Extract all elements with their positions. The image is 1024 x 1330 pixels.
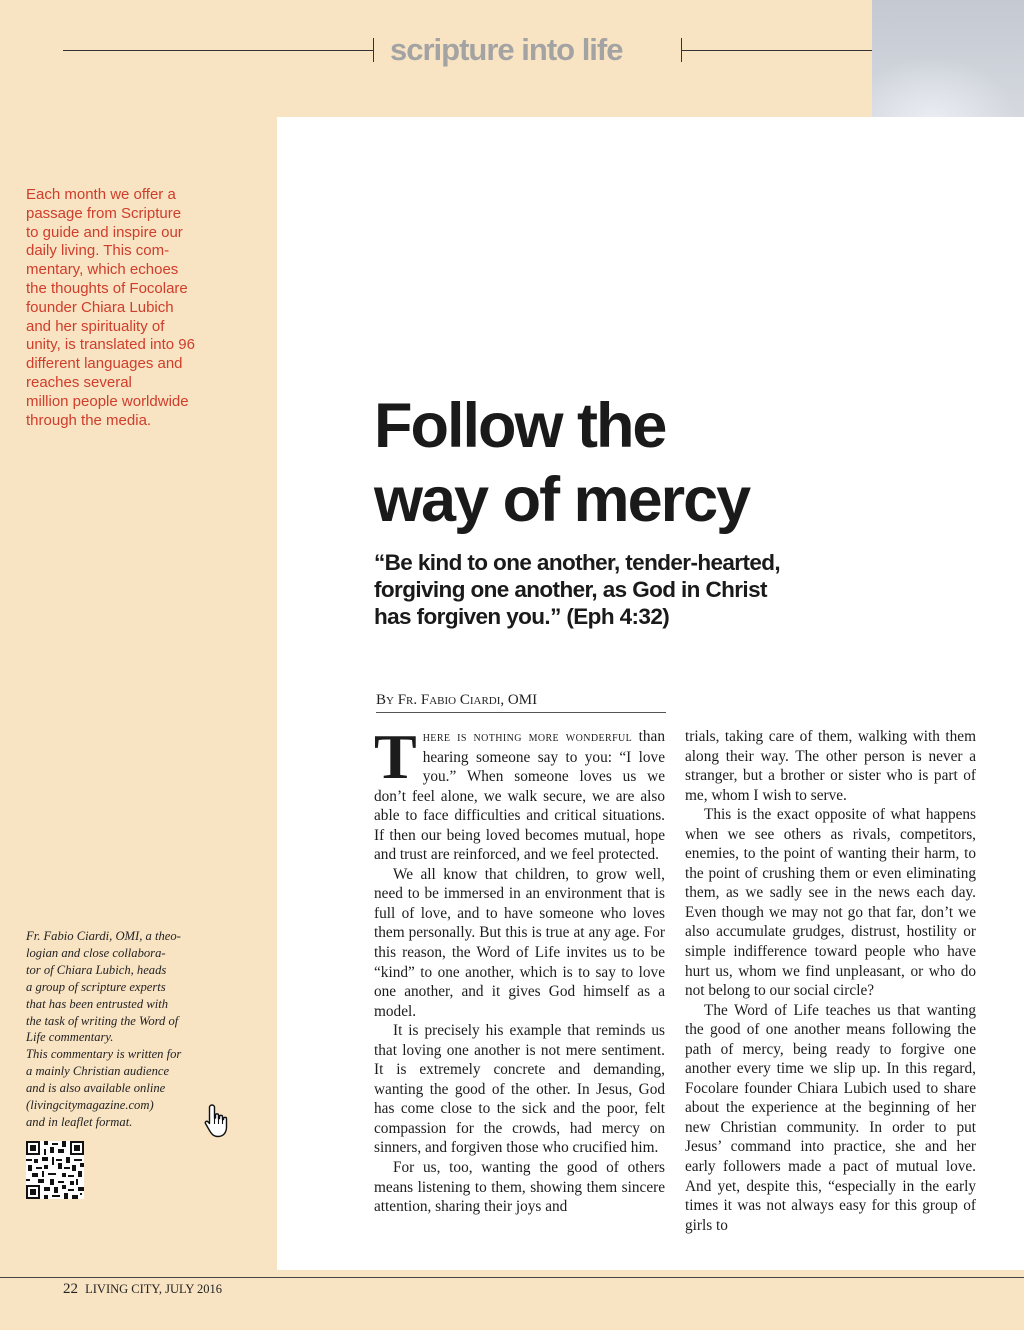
publication-info: LIVING CITY, JULY 2016 — [85, 1282, 223, 1296]
byline — [376, 692, 666, 713]
footer-rule — [0, 1277, 1024, 1278]
lead-in: here is nothing more wonderful — [422, 729, 633, 745]
page-number: 22 — [63, 1281, 78, 1297]
drop-cap: T — [374, 721, 417, 792]
body-column-2 — [685, 727, 976, 1235]
paragraph — [374, 721, 665, 865]
paragraph: trials, taking care of them, walking with them along their way. The other person is never a stranger, but a brother or sister who is part of me, whom I wish to serve. — [685, 728, 976, 804]
byline-order: , OMI — [500, 692, 538, 708]
paragraph: We all know that children, to grow well, need to be immersed in an environment that is full of love, and to have someone who loves them personally. But this is true at any age. For this reason, the Word of Life invites us to be “kind” to one another, which is to say to love one another, and it gives God himself as a model. — [374, 865, 665, 1020]
paragraph: For us, too, wanting the good of others means listening to them, showing them sincere attention, sharing their joys and — [374, 1159, 665, 1216]
author-note: Fr. Fabio Ciardi, OMI, a theo- logian and close collabora- tor of Chiara Lubich, heads a group of scripture experts that has been entrusted with the task of writing the Word of Life commentary. This commentary is written for a mainly Christian audience and is also available online (livingcitymagazine.com) and in leaflet format. — [26, 929, 182, 1129]
byline-name: By Fr. Fabio Ciardi — [376, 692, 501, 708]
paragraph: The Word of Life teaches us that wanting the good of one another means following the path of mercy, being ready to forgive one another every time we slip up. In this regard, Focolare founder Chiara Lubich used to share about the experience at the beginning of her new Christian community. In order to put Jesus’ command into practice, she and her early followers made a pact of mutual love. And yet, despite this, “especially in the early times it was not always easy for this group of girls to — [685, 1001, 976, 1234]
page-footer — [63, 1281, 363, 1298]
section-title: scripture into life — [390, 32, 623, 67]
scripture-verse: “Be kind to one another, tender-hearted, forgiving one another, as God in Christ has forgiven you.” (Eph 4:32) — [374, 550, 781, 629]
header-rule-right — [682, 50, 872, 51]
header-tick-left — [373, 38, 374, 62]
body-column-1 — [374, 721, 665, 1217]
pointer-hand-icon[interactable] — [203, 1103, 231, 1139]
header-rule-left — [63, 50, 374, 51]
paragraph: This is the exact opposite of what happens when we see others as rivals, competitors, enemies, to the point of wanting their harm, to the point of crushing them or even eliminating them, as we sadly see in the news each day. Even though we may not go that far, don’t we also accumulate grudges, distrust, hostility or simple indifference toward people who have hurt us, whom we find unpleasant, or who do not belong to our social circle? — [685, 806, 976, 1000]
qr-code-icon[interactable] — [26, 1141, 84, 1199]
paragraph-text: than hearing someone say to you: “I love you.” When someone loves us we don’t feel alone, we walk secure, we are also able to face difficulties and critical situations. If then our being loved becomes mutual, hope and trust are reinforced, and we feel protected. — [374, 728, 665, 864]
paragraph: It is precisely his example that reminds us that loving one another is not mere sentiment. It is extremely concrete and demanding, wanting the good of the other. In Jesus, God has come close to the sick and the poor, felt compassion for the crowds, had mercy on sinners, and forgiven those who crucified him. — [374, 1022, 665, 1157]
article-headline: Follow the way of mercy — [374, 391, 750, 535]
sidebar-intro: Each month we offer a passage from Scripture to guide and inspire our daily living. This com- mentary, which echoes the thoughts of Focolare founder Chiara Lubich and her spirituality of unity, is translated into 96 different languages and reaches several million people worldwide through the media. — [26, 186, 195, 429]
